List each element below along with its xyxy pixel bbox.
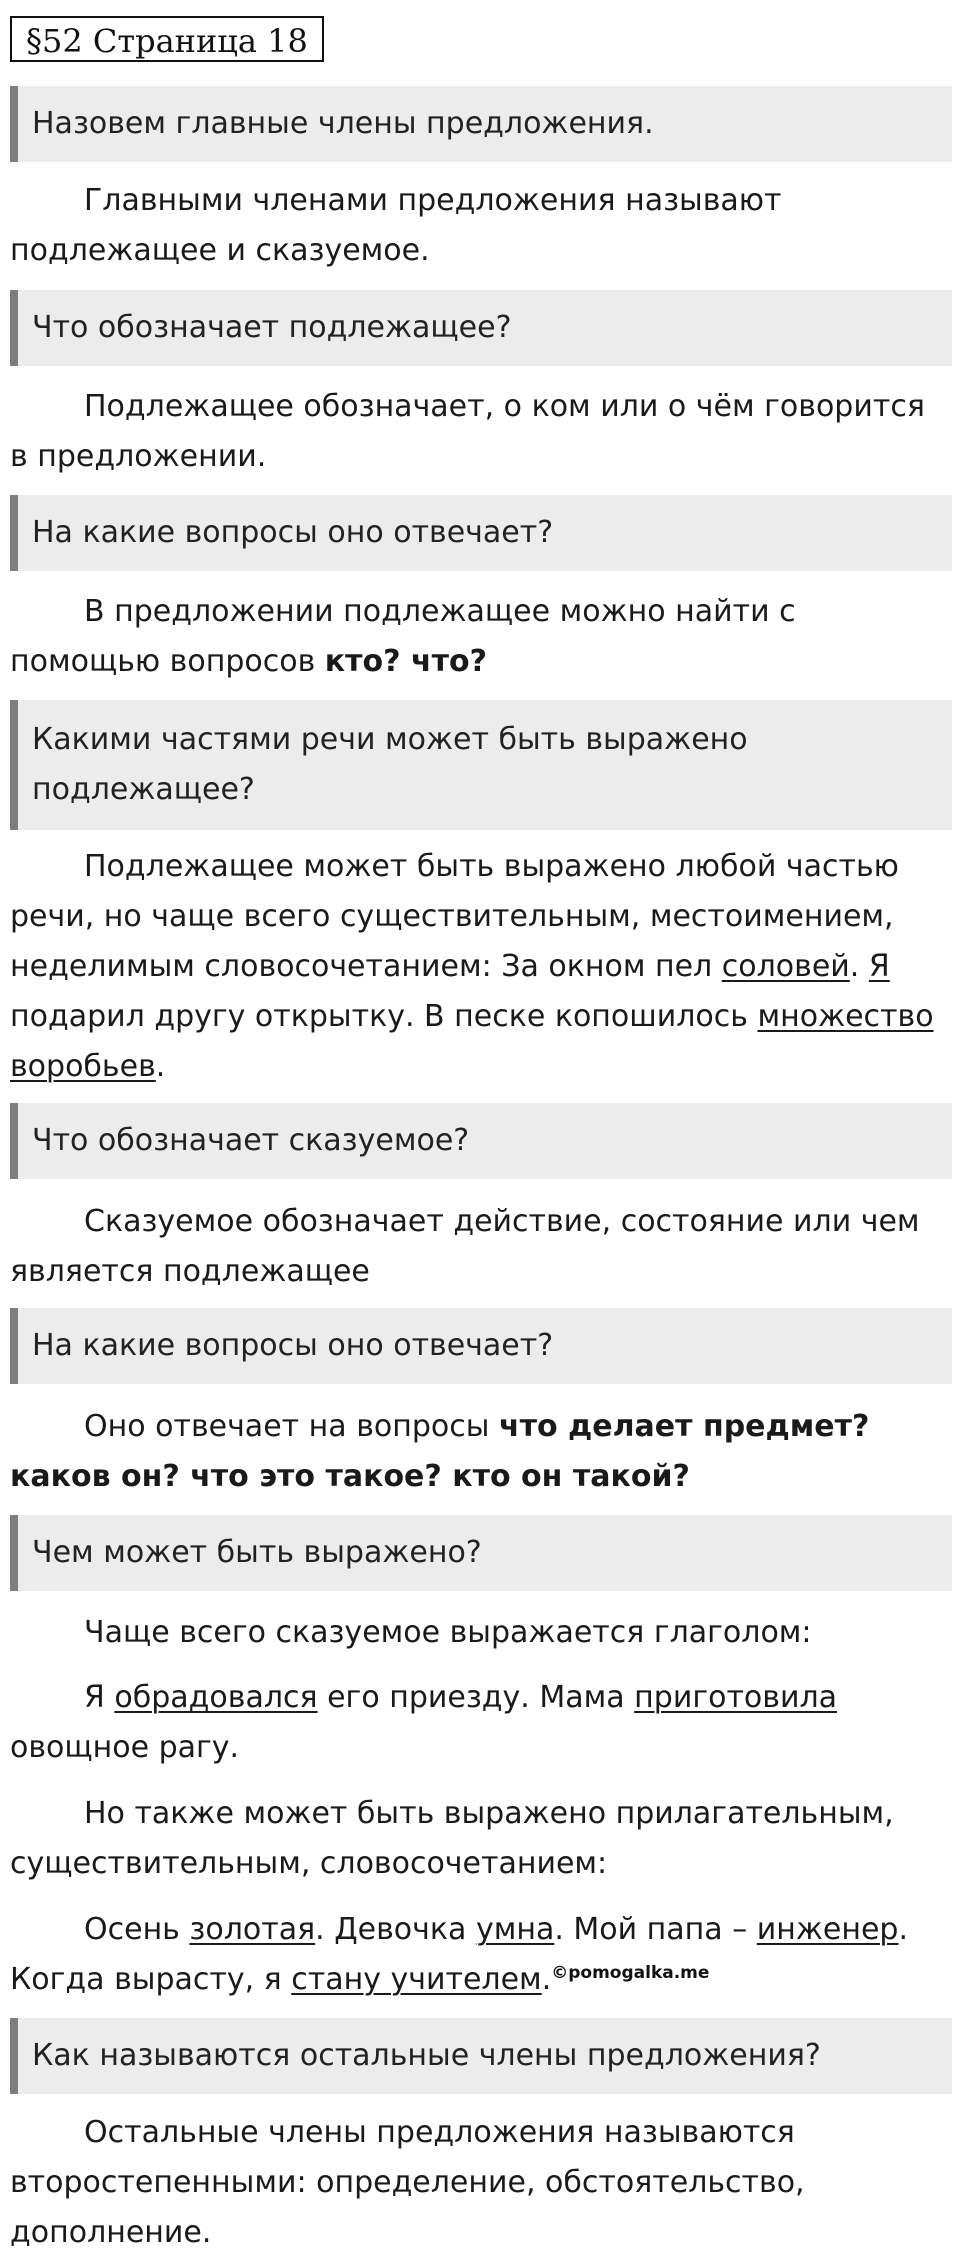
question-text: Как называются остальные члены предложения?	[32, 2038, 821, 2073]
question-text: На какие вопросы оно отвечает?	[32, 515, 554, 550]
answer-text: Я	[84, 1680, 115, 1715]
answer-text: .	[541, 1962, 552, 1997]
answer-text: Оно отвечает на вопросы	[84, 1409, 499, 1444]
underlined-subject: соловей	[721, 949, 850, 984]
question-text: Назовем главные члены предложения.	[32, 106, 654, 141]
question-box	[10, 1515, 952, 1591]
question-text: Что обозначает сказуемое?	[32, 1123, 470, 1158]
answer-text: Подлежащее может быть выражено любой частью речи, но чаще всего существительным, местоимением, неделимым словосочетанием: За окном пел	[10, 849, 899, 984]
underlined-subject: множество воробьев	[10, 999, 934, 1084]
answer-text: Но также может быть выражено прилагательным, существительным, словосочетанием:	[10, 1796, 894, 1881]
answer-paragraph	[10, 842, 952, 1092]
answer-text: Чаще всего сказуемое выражается глаголом:	[84, 1615, 812, 1650]
answer-paragraph	[10, 587, 952, 687]
underlined-predicate: приготовила	[634, 1680, 838, 1715]
question-box	[10, 290, 952, 366]
underlined-subject: Я	[868, 949, 890, 984]
question-text: Чем может быть выражено?	[32, 1535, 482, 1570]
page-title: §52 Страница 18	[10, 16, 324, 62]
underlined-predicate: умна	[475, 1912, 555, 1947]
answer-paragraph	[10, 382, 952, 482]
answer-text: Главными членами предложения называют подлежащее и сказуемое.	[10, 183, 782, 268]
question-box	[10, 495, 952, 571]
answer-bold-text: что делает предмет? каков он? что это такое? кто он такой?	[10, 1409, 870, 1494]
underlined-predicate: обрадовался	[114, 1680, 318, 1715]
answer-text: Подлежащее обозначает, о ком или о чём говорится в предложении.	[10, 389, 925, 474]
answer-paragraph	[10, 1402, 952, 1502]
answer-text: . Когда вырасту, я	[10, 1912, 909, 1997]
question-box	[10, 86, 952, 162]
answer-text: .	[849, 949, 869, 984]
answer-text: В предложении подлежащее можно найти с помощью вопросов	[10, 594, 796, 679]
answer-text: .	[155, 1049, 166, 1084]
answer-text: Сказуемое обозначает действие, состояние или чем является подлежащее	[10, 1204, 920, 1289]
answer-text: Остальные члены предложения называются второстепенными: определение, обстоятельство, дополнение.	[10, 2115, 805, 2250]
answer-bold-text: кто? что?	[324, 644, 487, 679]
answer-text: подарил другу открытку. В песке копошилось	[10, 999, 758, 1034]
underlined-predicate: золотая	[189, 1912, 316, 1947]
question-text: На какие вопросы оно отвечает?	[32, 1328, 554, 1363]
underlined-predicate: инженер	[756, 1912, 899, 1947]
answer-text: . Девочка	[315, 1912, 476, 1947]
question-box	[10, 2018, 952, 2094]
answer-text: овощное рагу.	[10, 1730, 240, 1765]
answer-text: Осень	[84, 1912, 190, 1947]
answer-paragraph	[10, 1608, 952, 1658]
question-box	[10, 1308, 952, 1384]
answer-text: . Мой папа –	[554, 1912, 757, 1947]
answer-paragraph	[10, 1197, 952, 1297]
answer-paragraph	[10, 2108, 952, 2258]
answer-paragraph	[10, 176, 952, 276]
answer-text: его приезду. Мама	[317, 1680, 635, 1715]
example-paragraph	[10, 1905, 952, 2005]
question-box	[10, 1103, 952, 1179]
watermark-text: ©pomogalka.me	[551, 1963, 710, 1983]
question-box	[10, 700, 952, 830]
question-text: Что обозначает подлежащее?	[32, 310, 512, 345]
underlined-predicate: стану учителем	[291, 1962, 542, 1997]
answer-paragraph	[10, 1789, 952, 1889]
example-paragraph	[10, 1673, 952, 1773]
question-text: Какими частями речи может быть выражено подлежащее?	[32, 722, 748, 807]
